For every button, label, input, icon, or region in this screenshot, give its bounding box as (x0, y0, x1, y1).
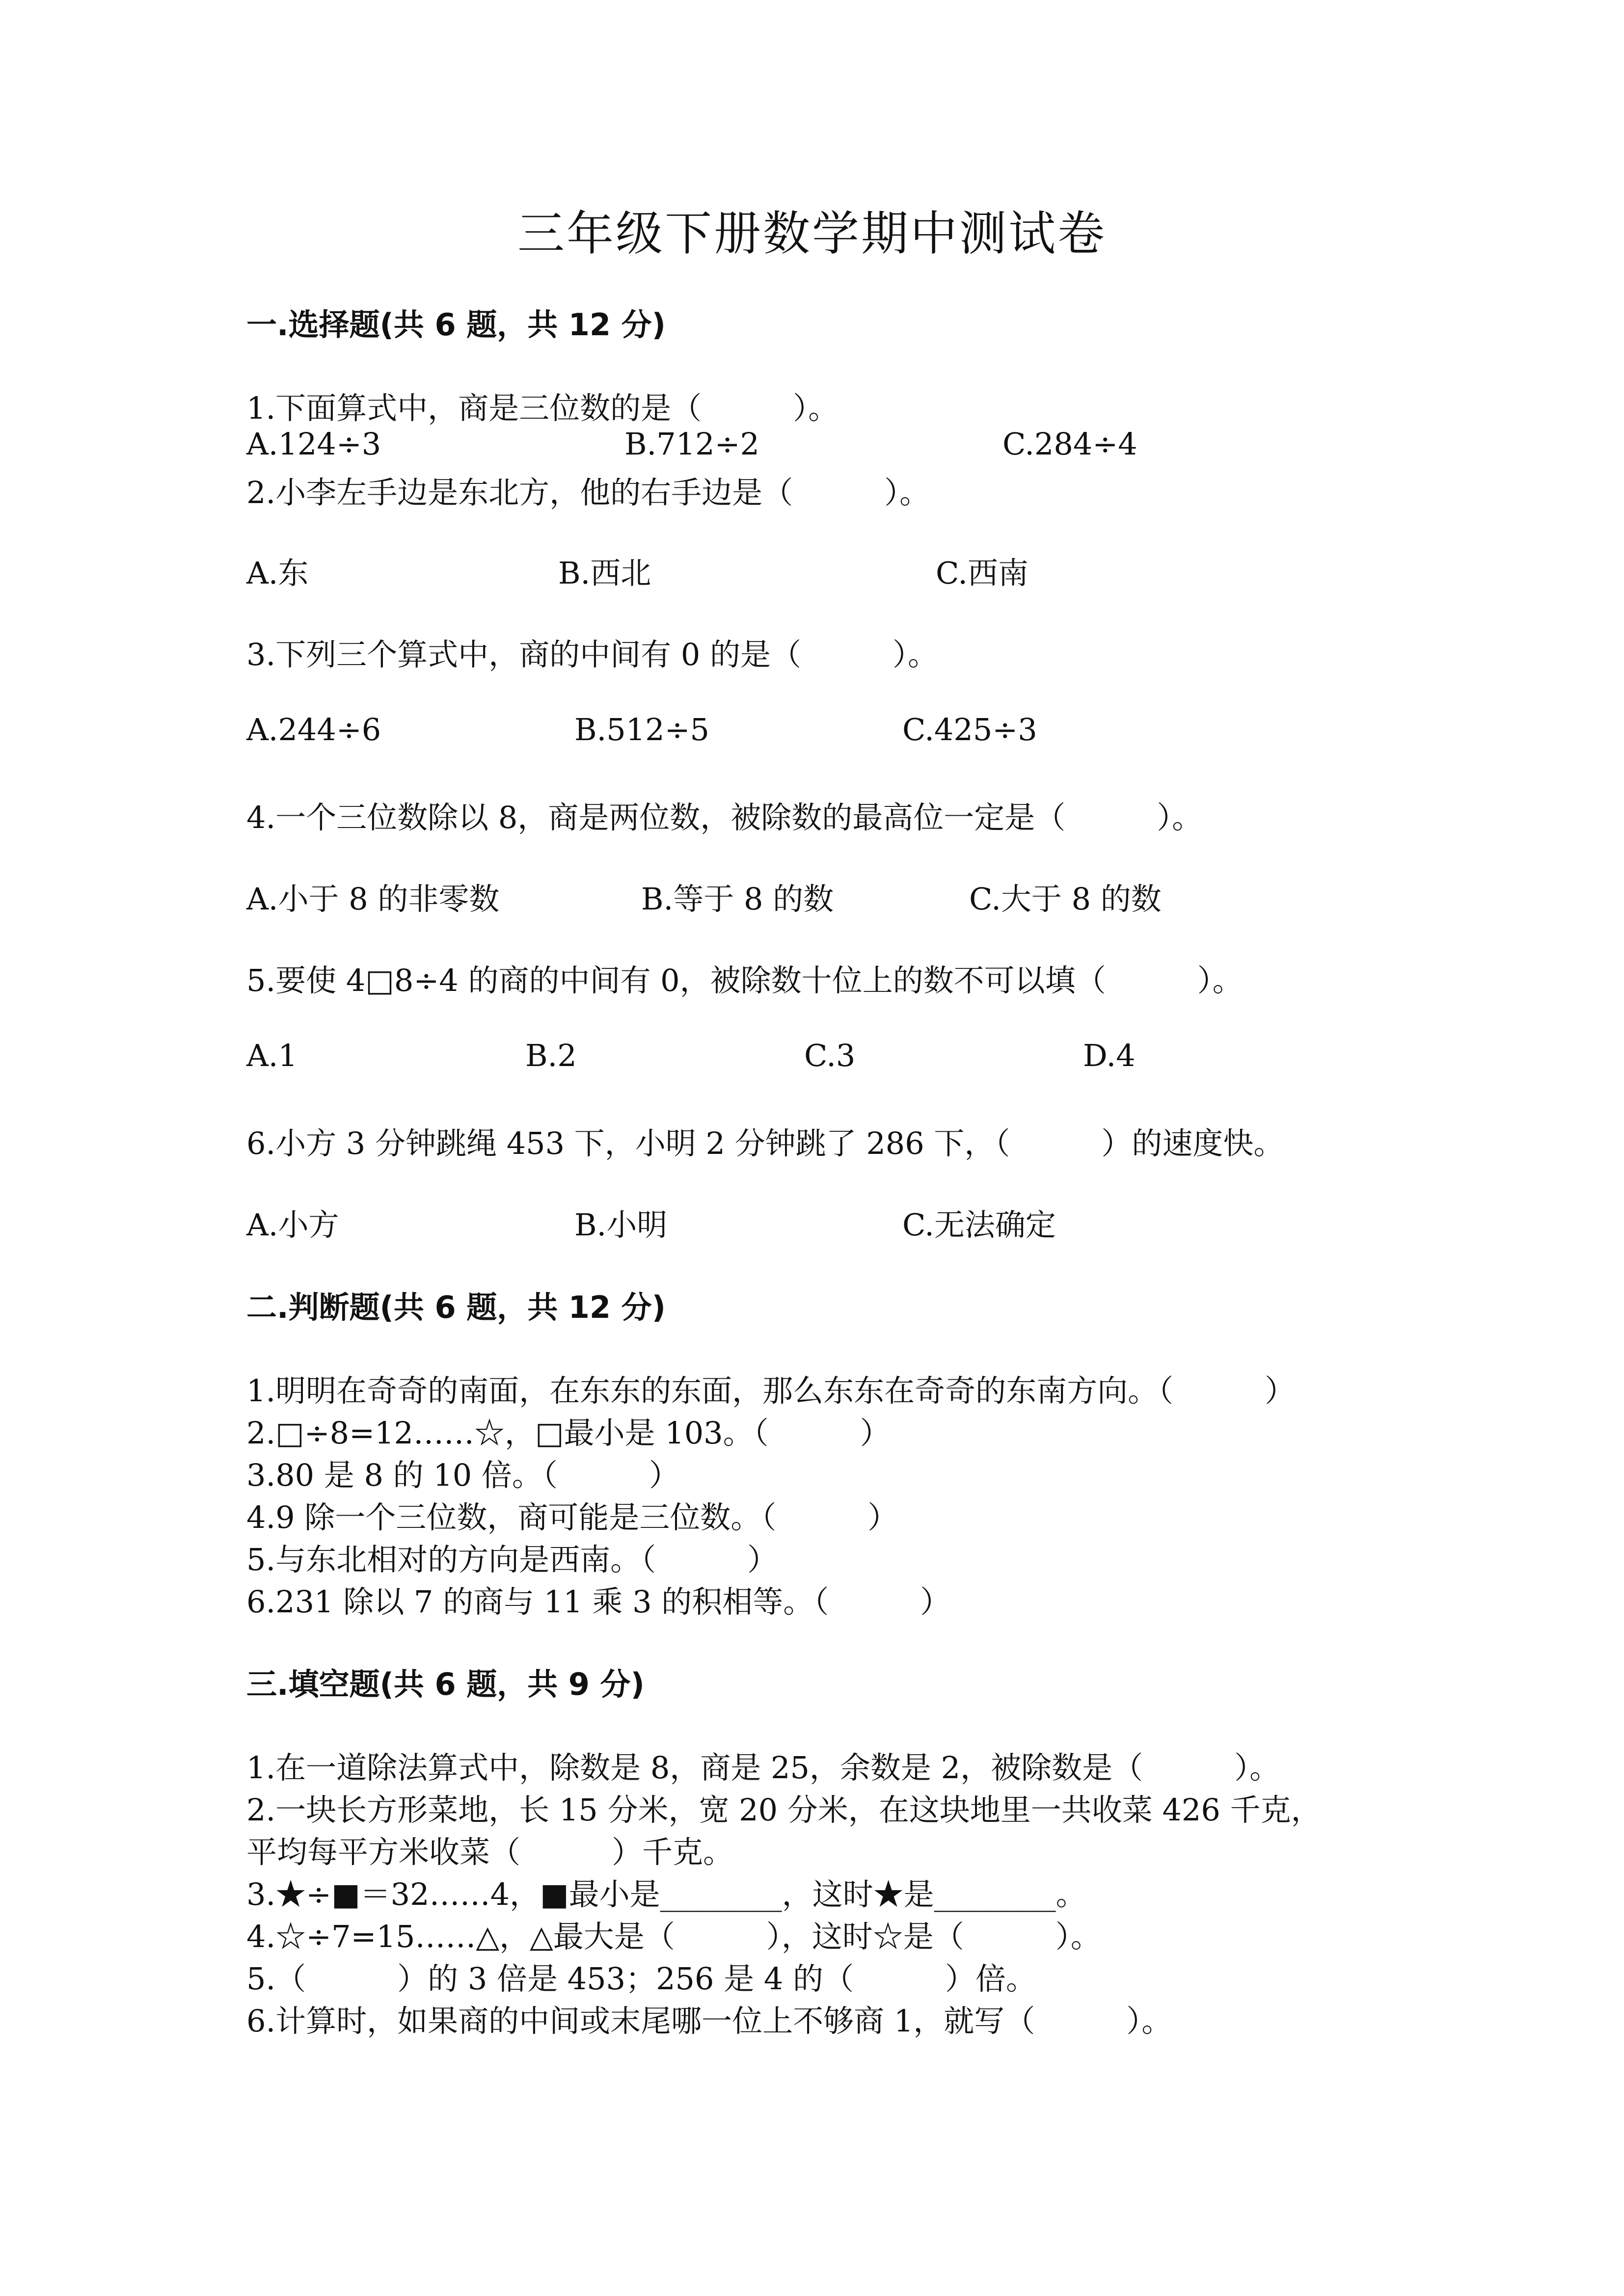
section-heading-choice: 一.选择题(共 6 题，共 12 分) (246, 307, 666, 343)
option-a: A.1 (246, 1038, 298, 1073)
fill-question: 6.计算时，如果商的中间或末尾哪一位上不够商 1，就写（ ）。 (246, 2003, 1172, 2039)
option-c: C.无法确定 (902, 1207, 1056, 1243)
option-a: A.244÷6 (246, 712, 381, 748)
judge-question: 2.□÷8=12……☆，□最小是 103。（ ） (246, 1415, 891, 1451)
option-c: C.大于 8 的数 (969, 881, 1162, 917)
option-b: B.西北 (558, 555, 651, 591)
judge-question: 6.231 除以 7 的商与 11 乘 3 的积相等。（ ） (246, 1584, 951, 1620)
judge-question: 5.与东北相对的方向是西南。（ ） (246, 1542, 778, 1577)
option-c: C.425÷3 (902, 712, 1037, 748)
option-c: C.西南 (936, 555, 1029, 591)
question-text: 2.小李左手边是东北方，他的右手边是（ ）。 (246, 475, 930, 510)
question-text: 3.下列三个算式中，商的中间有 0 的是（ ）。 (246, 637, 939, 672)
question-text: 6.小方 3 分钟跳绳 453 下，小明 2 分钟跳了 286 下，（ ）的速度快。 (246, 1125, 1284, 1161)
fill-question: 5.（ ）的 3 倍是 453；256 是 4 的（ ）倍。 (246, 1961, 1036, 1997)
option-b: B.小明 (574, 1207, 668, 1243)
judge-question: 3.80 是 8 的 10 倍。（ ） (246, 1457, 679, 1493)
question-text: 5.要使 4□8÷4 的商的中间有 0，被除数十位上的数不可以填（ ）。 (246, 962, 1243, 998)
question-text: 1.下面算式中，商是三位数的是（ ）。 (246, 390, 839, 426)
option-a: A.124÷3 (246, 426, 381, 462)
judge-question: 1.明明在奇奇的南面，在东东的东面，那么东东在奇奇的东南方向。（ ） (246, 1373, 1296, 1409)
option-b: B.512÷5 (574, 712, 710, 748)
question-text: 4.一个三位数除以 8，商是两位数，被除数的最高位一定是（ ）。 (246, 800, 1203, 835)
option-a: A.小方 (246, 1207, 339, 1243)
fill-question: 1.在一道除法算式中，除数是 8，商是 25，余数是 2，被除数是（ ）。 (246, 1750, 1280, 1786)
option-b: B.712÷2 (624, 426, 760, 462)
fill-question: 2.一块长方形菜地，长 15 分米，宽 20 分米，在这块地里一共收菜 426 千克， (246, 1792, 1322, 1828)
option-b: B.2 (525, 1038, 577, 1073)
judge-question: 4.9 除一个三位数，商可能是三位数。（ ） (246, 1499, 898, 1535)
page-title: 三年级下册数学期中测试卷 (517, 206, 1107, 261)
fill-question: 3.★÷■＝32……4，■最小是________，这时★是________。 (246, 1876, 1086, 1912)
option-c: C.284÷4 (1002, 426, 1137, 462)
option-a: A.东 (246, 555, 309, 591)
option-c: C.3 (804, 1038, 856, 1073)
option-d: D.4 (1083, 1038, 1136, 1073)
fill-question: 4.☆÷7=15……△，△最大是（ ），这时☆是（ ）。 (246, 1919, 1101, 1954)
option-b: B.等于 8 的数 (641, 881, 834, 917)
fill-question-continued: 平均每平方米收菜（ ）千克。 (246, 1834, 734, 1870)
option-a: A.小于 8 的非零数 (246, 881, 500, 917)
section-heading-judge: 二.判断题(共 6 题，共 12 分) (246, 1289, 666, 1325)
section-heading-fill: 三.填空题(共 6 题，共 9 分) (246, 1666, 645, 1702)
